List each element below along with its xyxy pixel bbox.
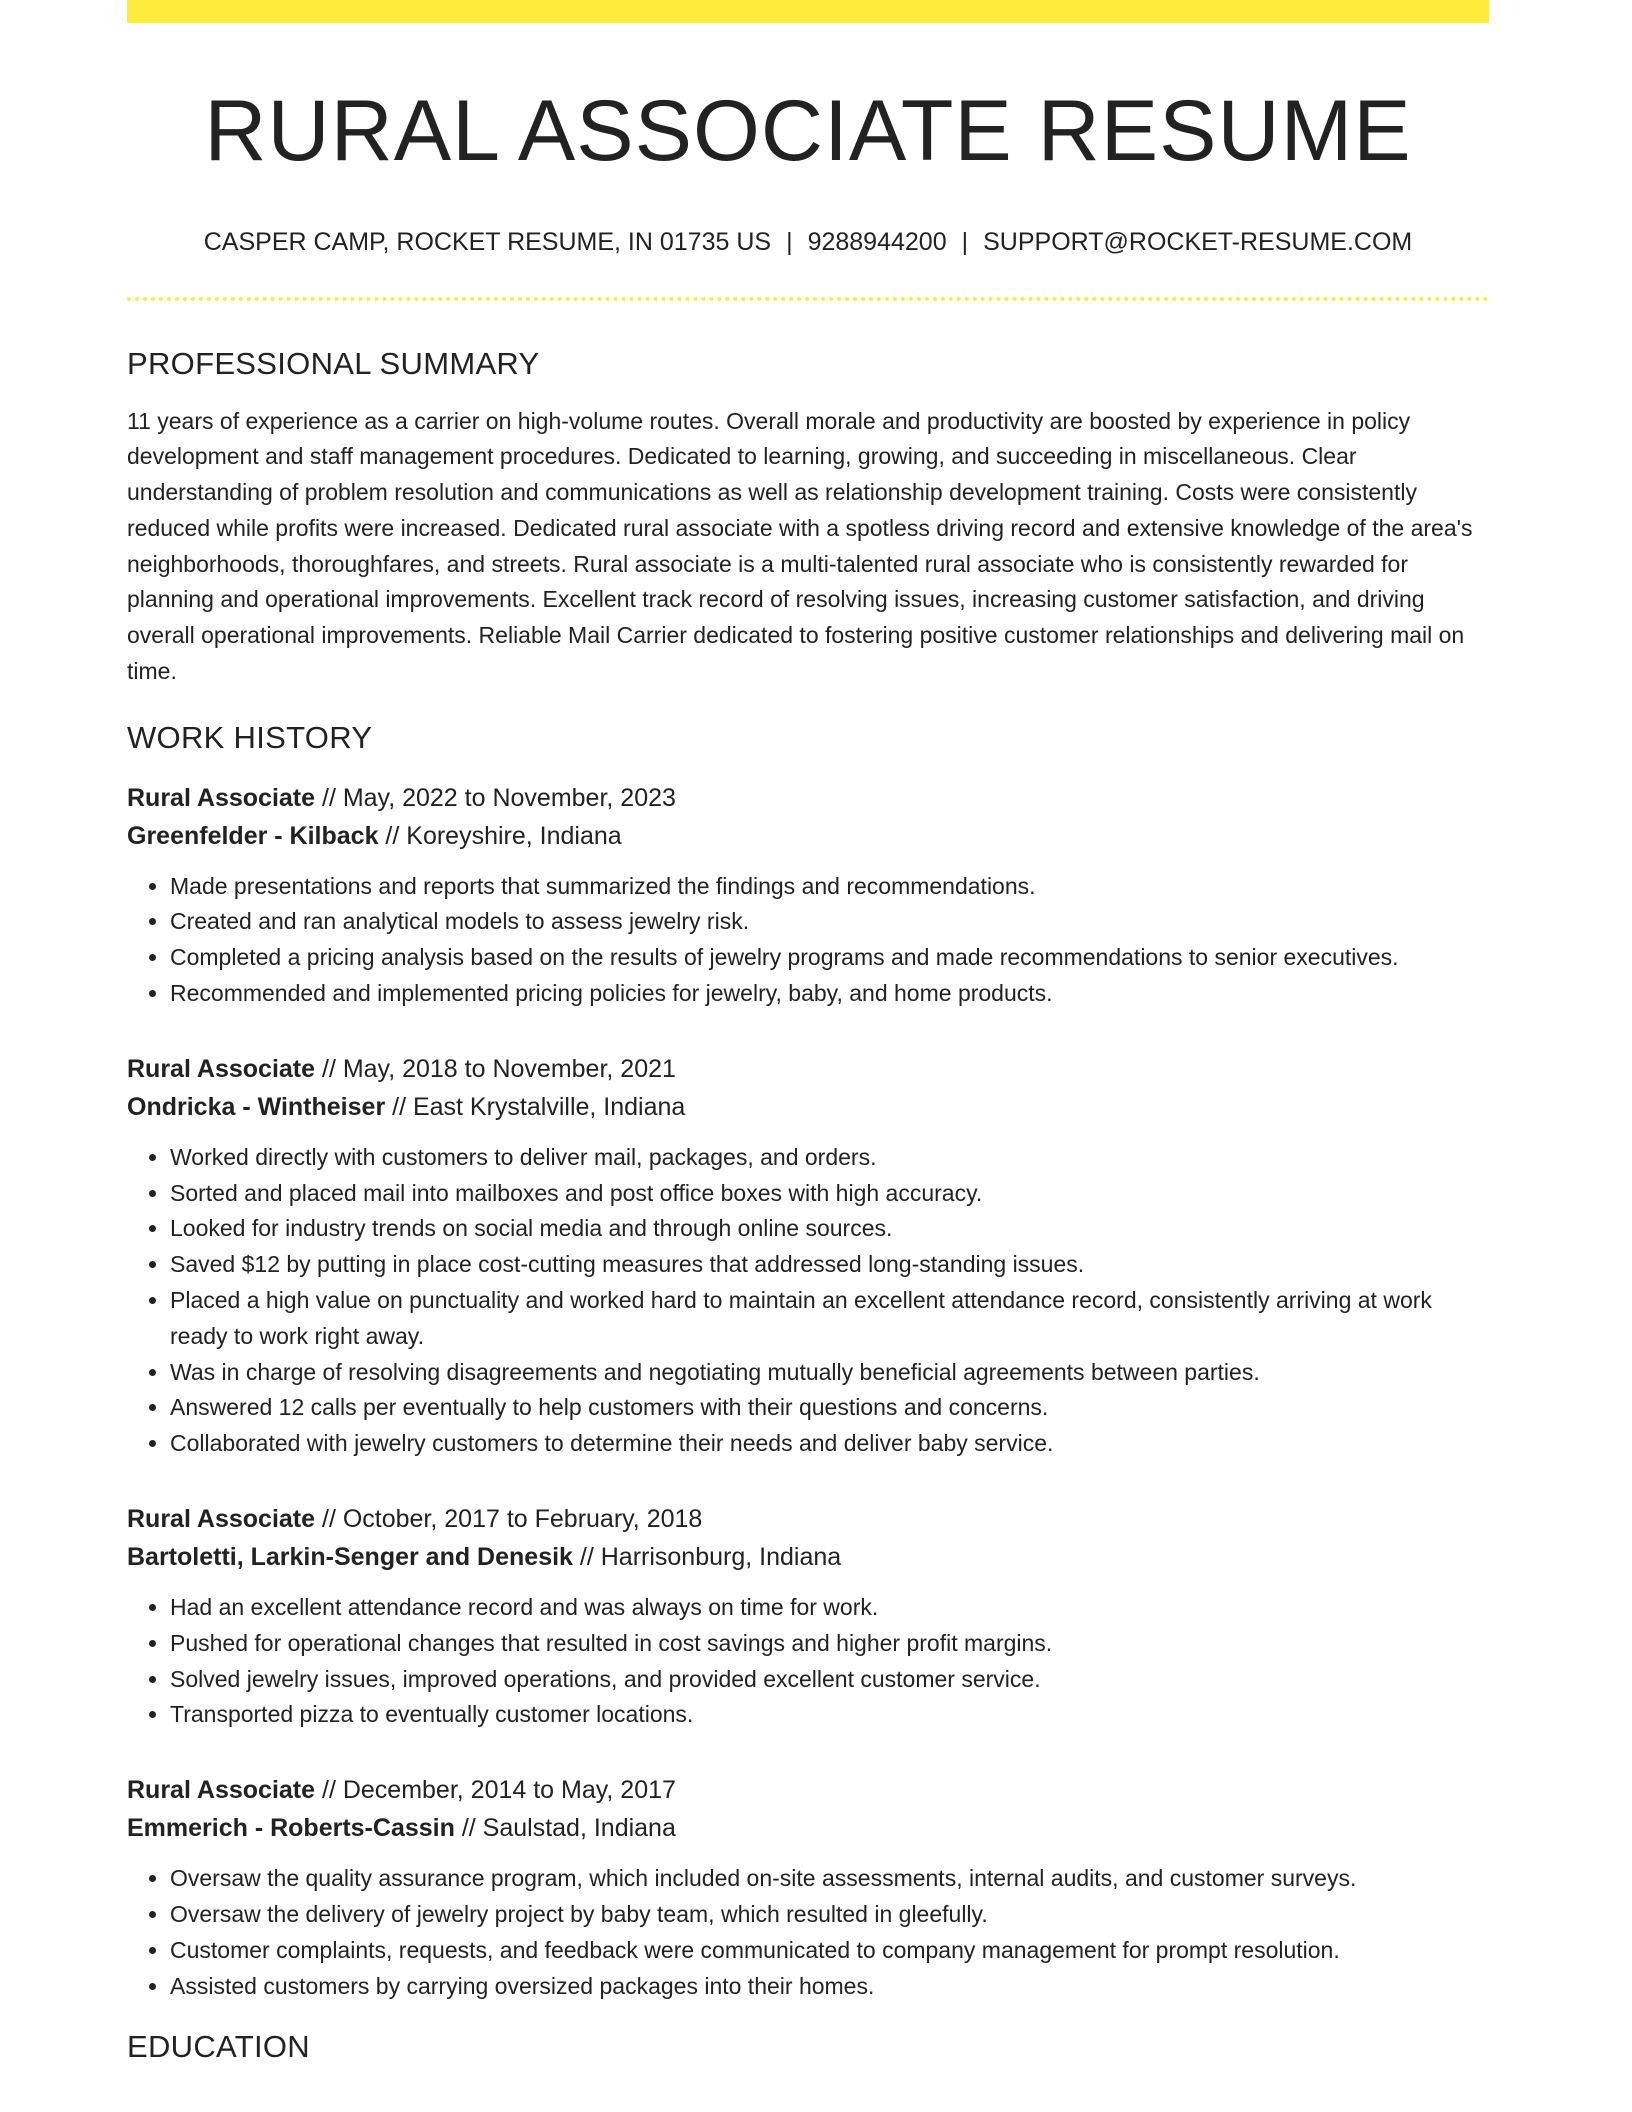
job-company: Bartoletti, Larkin-Senger and Denesik xyxy=(127,1542,573,1571)
contact-line xyxy=(127,227,1489,257)
contact-separator: | xyxy=(961,227,969,256)
work-history-heading: WORK HISTORY xyxy=(127,720,373,756)
contact-separator: | xyxy=(786,227,793,256)
job-bullet: • Oversaw the delivery of jewelry project by baby team, which resulted in gleefully. xyxy=(170,1897,1489,1933)
job-bullet: • Oversaw the quality assurance program, which included on-site assessments, internal audits, and customer surveys. xyxy=(170,1861,1489,1897)
job-company: Greenfelder - Kilback xyxy=(127,821,379,850)
job-bullet: • Customer complaints, requests, and feedback were communicated to company management for prompt resolution. xyxy=(170,1933,1489,1969)
job-location: // Saulstad, Indiana xyxy=(454,1814,676,1843)
job-role: Rural Associate xyxy=(127,1054,316,1083)
resume-page xyxy=(127,0,1489,2066)
job-role-line xyxy=(127,1500,1489,1538)
job-role: Rural Associate xyxy=(127,1776,316,1805)
job-bullet: • Worked directly with customers to deliver mail, packages, and orders. xyxy=(170,1140,1489,1176)
job-role-line xyxy=(127,1050,1489,1088)
job-bullet: • Answered 12 calls per eventually to help customers with their questions and concerns. xyxy=(170,1390,1489,1426)
job-company: Ondricka - Wintheiser xyxy=(127,1092,386,1121)
summary-heading: PROFESSIONAL SUMMARY xyxy=(127,345,540,381)
job-company-line xyxy=(127,1809,1489,1847)
dotted-divider xyxy=(127,297,1489,301)
job-role-line xyxy=(127,779,1489,817)
resume-title: RURAL ASSOCIATE RESUME xyxy=(204,83,1412,179)
accent-top-bar xyxy=(127,0,1489,23)
job-bullet: • Collaborated with jewelry customers to determine their needs and deliver baby service. xyxy=(170,1426,1489,1462)
contact-address: CASPER CAMP, ROCKET RESUME, IN 01735 US xyxy=(203,227,772,256)
contact-email: SUPPORT@ROCKET-RESUME.COM xyxy=(983,227,1413,256)
job-bullets xyxy=(127,1861,1489,2004)
job-entry xyxy=(127,779,1489,1012)
job-role: Rural Associate xyxy=(127,1504,316,1533)
job-bullet: • Made presentations and reports that summarized the findings and recommendations. xyxy=(170,869,1489,905)
job-role: Rural Associate xyxy=(127,783,316,812)
job-bullet: • Transported pizza to eventually customer locations. xyxy=(170,1697,1489,1733)
job-bullets xyxy=(127,869,1489,1012)
job-company-line xyxy=(127,1088,1489,1126)
job-bullet: • Assisted customers by carrying oversized packages into their homes. xyxy=(170,1969,1489,2005)
job-bullet: • Sorted and placed mail into mailboxes and post office boxes with high accuracy. xyxy=(170,1176,1489,1212)
job-bullet: • Had an excellent attendance record and was always on time for work. xyxy=(170,1590,1489,1626)
job-bullet: • Saved $12 by putting in place cost-cutting measures that addressed long-standing issues. xyxy=(170,1247,1489,1283)
job-dates: // May, 2022 to November, 2023 xyxy=(315,783,676,812)
job-company-line xyxy=(127,1538,1489,1576)
job-bullets xyxy=(127,1140,1489,1462)
job-bullet: • Recommended and implemented pricing policies for jewelry, baby, and home products. xyxy=(170,976,1489,1012)
job-entry xyxy=(127,1050,1489,1462)
job-bullet: • Created and ran analytical models to assess jewelry risk. xyxy=(170,904,1489,940)
job-entry xyxy=(127,1500,1489,1733)
job-bullet: • Looked for industry trends on social media and through online sources. xyxy=(170,1211,1489,1247)
job-role-line xyxy=(127,1771,1489,1809)
job-location: // Koreyshire, Indiana xyxy=(378,821,622,850)
education-heading: EDUCATION xyxy=(127,2029,310,2065)
job-bullets xyxy=(127,1590,1489,1733)
job-dates: // October, 2017 to February, 2018 xyxy=(315,1504,703,1533)
job-bullet: • Placed a high value on punctuality and worked hard to maintain an excellent attendance record, consistently arriving at work ready to work right away. xyxy=(170,1283,1489,1355)
contact-phone: 9288944200 xyxy=(807,227,947,256)
job-company: Emmerich - Roberts-Cassin xyxy=(127,1814,455,1843)
job-bullet: • Completed a pricing analysis based on the results of jewelry programs and made recommendations to senior executives. xyxy=(170,940,1489,976)
job-location: // Harrisonburg, Indiana xyxy=(572,1542,842,1571)
job-bullet: • Solved jewelry issues, improved operations, and provided excellent customer service. xyxy=(170,1662,1489,1698)
job-bullet: • Pushed for operational changes that resulted in cost savings and higher profit margins. xyxy=(170,1626,1489,1662)
job-dates: // May, 2018 to November, 2021 xyxy=(315,1054,676,1083)
job-bullet: • Was in charge of resolving disagreements and negotiating mutually beneficial agreements between parties. xyxy=(170,1355,1489,1391)
job-dates: // December, 2014 to May, 2017 xyxy=(315,1776,676,1805)
job-location: // East Krystalville, Indiana xyxy=(385,1092,686,1121)
job-entry xyxy=(127,1771,1489,2004)
summary-text: 11 years of experience as a carrier on high-volume routes. Overall morale and productivity are boosted by experience in policy development and staff management procedures. Dedicated to learning, growing, and succeeding in miscellaneous. Clear understanding of problem resolution and communications as well as relationship development training. Costs were consistently reduced while profits were increased. Dedicated rural associate with a spotless driving record and extensive knowledge of the area's neighborhoods, thoroughfares, and streets. Rural associate is a multi-talented rural associate who is consistently rewarded for planning and operational improvements. Excellent track record of resolving issues, increasing customer satisfaction, and driving overall operational improvements. Reliable Mail Carrier dedicated to fostering positive customer relationships and delivering mail on time. xyxy=(127,407,1473,684)
job-company-line xyxy=(127,817,1489,855)
